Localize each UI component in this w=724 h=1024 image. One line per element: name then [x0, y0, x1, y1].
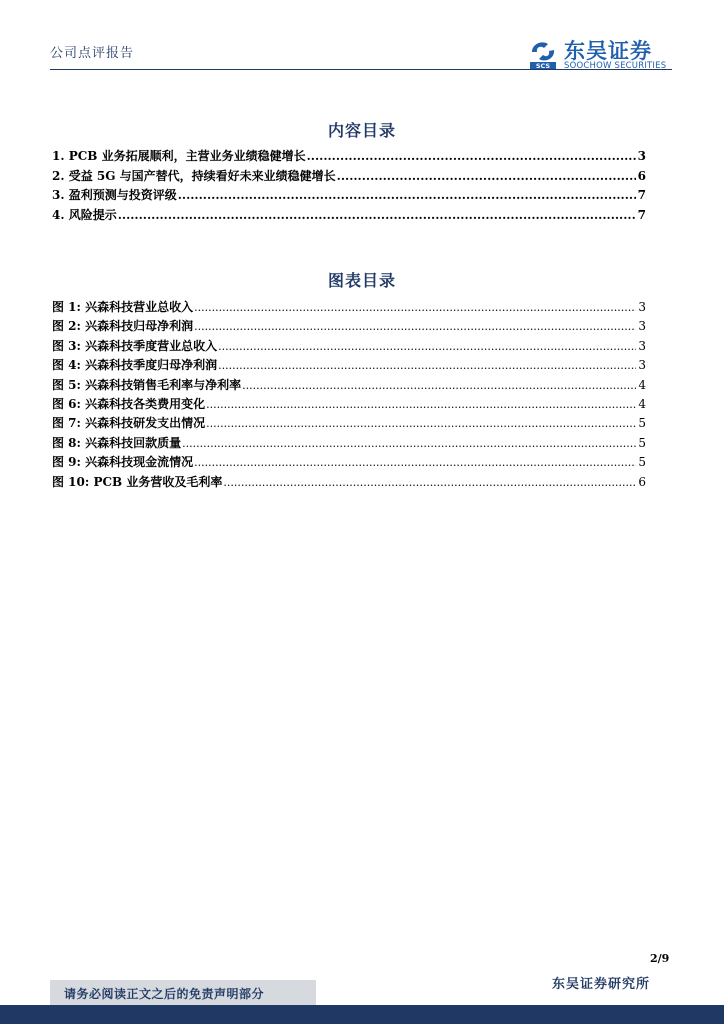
footer-band: [0, 1005, 724, 1024]
institute-name: 东吴证券研究所: [552, 977, 651, 992]
figure-entry-label: 图 8: 兴森科技回款质量: [52, 435, 182, 450]
page-number: 2/9: [650, 952, 670, 965]
figure-entry-label: 图 1: 兴森科技营业总收入: [52, 300, 194, 314]
figure-entry[interactable]: [52, 376, 646, 395]
contents-title: 内容目录: [327, 121, 396, 140]
figure-entry[interactable]: [52, 356, 646, 375]
figure-entry[interactable]: [52, 395, 646, 414]
figure-entry-label: 图 6: 兴森科技各类费用变化: [52, 396, 206, 411]
figure-leader-dots: [194, 301, 636, 314]
figure-entry[interactable]: [52, 473, 646, 492]
contents-list: [52, 147, 646, 225]
toc-entry-label: 4. 风险提示: [52, 207, 117, 222]
logo-abbr: SCS: [535, 62, 551, 70]
figure-leader-dots: [194, 320, 636, 333]
figure-entry-label: 图 2: 兴森科技归母净利润: [52, 319, 194, 334]
toc-leader-dots: [337, 169, 636, 183]
logo-name-en: SOOCHOW SECURITIES: [564, 61, 667, 71]
figure-leader-dots: [223, 476, 636, 489]
toc-entry-label: 2. 受益 5G 与国产替代，持续看好未来业绩稳健增长: [52, 168, 336, 183]
figure-entry-page: 3: [638, 300, 646, 314]
report-type-label: 公司点评报告: [50, 46, 135, 61]
figure-leader-dots: [206, 398, 636, 411]
toc-entry-label: 3. 盈利预测与投资评级: [52, 188, 177, 203]
figure-entry[interactable]: [52, 453, 646, 472]
figure-entry-label: 图 9: 兴森科技现金流情况: [52, 455, 194, 470]
toc-leader-dots: [307, 149, 636, 163]
figure-leader-dots: [194, 456, 636, 469]
figure-leader-dots: [242, 379, 636, 392]
figure-entry-label: 图 3: 兴森科技季度营业总收入: [52, 338, 218, 353]
toc-entry-page: 7: [637, 188, 646, 203]
figure-leader-dots: [218, 359, 636, 372]
figure-entry-page: 3: [638, 319, 646, 334]
toc-entry-label: 1. PCB 业务拓展顺利，主营业务业绩稳健增长: [52, 149, 306, 163]
toc-entry-page: 7: [637, 207, 646, 222]
figures-list: [52, 298, 646, 492]
toc-entry-page: 3: [637, 149, 646, 163]
toc-entry-page: 6: [637, 168, 646, 183]
toc-entry[interactable]: [52, 186, 646, 206]
disclaimer-text: 请务必阅读正文之后的免责声明部分: [64, 987, 265, 1001]
figure-leader-dots: [218, 340, 636, 353]
logo-name-cn: 东吴证券: [564, 39, 652, 63]
figure-entry[interactable]: [52, 317, 646, 336]
figure-entry-label: 图 10: PCB 业务营收及毛利率: [52, 474, 223, 489]
toc-entry[interactable]: [52, 147, 646, 167]
figure-leader-dots: [182, 437, 636, 450]
figure-entry-label: 图 7: 兴森科技研发支出情况: [52, 416, 206, 431]
figure-leader-dots: [206, 417, 636, 430]
toc-leader-dots: [118, 208, 636, 222]
figure-entry[interactable]: [52, 298, 646, 317]
figure-entry-page: 4: [638, 396, 646, 411]
figure-entry-page: 3: [638, 338, 646, 353]
figure-entry-page: 4: [638, 377, 646, 392]
figure-entry-page: 5: [638, 416, 646, 431]
company-logo: [528, 38, 674, 72]
figure-entry-page: 3: [638, 358, 646, 373]
logo-mark-icon: [528, 38, 558, 70]
toc-leader-dots: [178, 188, 636, 202]
figure-entry-label: 图 5: 兴森科技销售毛利率与净利率: [52, 377, 242, 392]
figure-entry[interactable]: [52, 434, 646, 453]
figure-entry[interactable]: [52, 337, 646, 356]
figure-entry[interactable]: [52, 414, 646, 433]
figures-title: 图表目录: [327, 271, 396, 290]
toc-entry[interactable]: [52, 167, 646, 187]
toc-entry[interactable]: [52, 206, 646, 226]
figure-entry-page: 5: [638, 435, 646, 450]
figure-entry-label: 图 4: 兴森科技季度归母净利润: [52, 358, 218, 373]
figure-entry-page: 6: [638, 474, 646, 489]
figure-entry-page: 5: [638, 455, 646, 470]
